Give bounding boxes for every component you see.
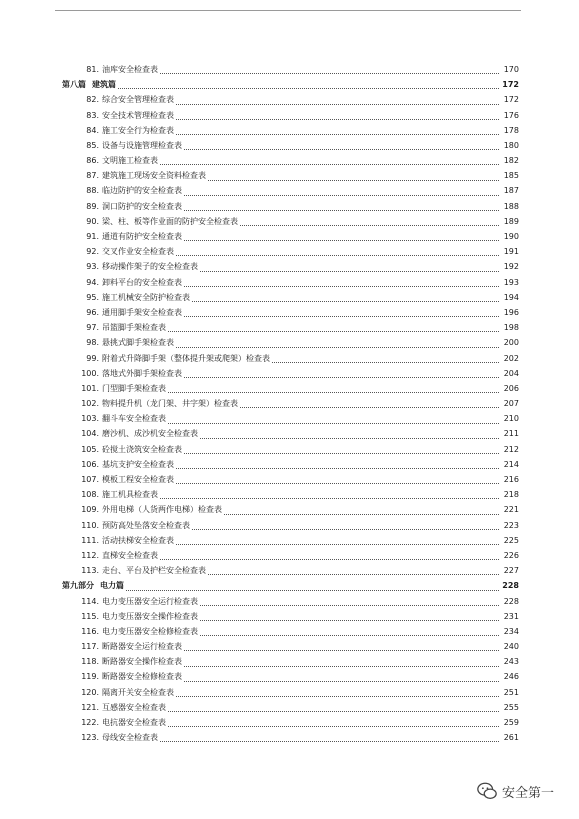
toc-entry-number: 89. (86, 201, 99, 211)
toc-entry-title: 物料提升机（龙门架、井字架）检查表 (102, 399, 238, 409)
toc-entry-number: 91. (86, 232, 99, 242)
toc-entry-number: 115. (81, 611, 99, 621)
watermark-text: 安全第一 (502, 785, 555, 801)
toc-dot-leader (200, 437, 499, 439)
toc-dot-leader (176, 467, 499, 469)
toc-entry[interactable] (62, 411, 519, 426)
toc-dot-leader (184, 285, 499, 287)
toc-dot-leader (184, 452, 499, 454)
toc-entry[interactable] (62, 396, 519, 411)
toc-entry-number: 118. (81, 657, 99, 667)
toc-entry-title: 断路器安全检修检查表 (102, 672, 182, 682)
toc-entry-number: 122. (81, 718, 99, 728)
toc-dot-leader (160, 72, 499, 74)
toc-entry[interactable] (62, 259, 519, 274)
toc-entry[interactable] (62, 244, 519, 259)
toc-entry[interactable] (62, 92, 519, 107)
toc-page-number: 189 (503, 216, 519, 226)
toc-entry-number: 第九部分 (62, 581, 94, 591)
toc-entry[interactable] (62, 366, 519, 381)
toc-entry-number: 113. (81, 566, 99, 576)
toc-dot-leader (184, 649, 499, 651)
toc-dot-leader (168, 330, 499, 332)
toc-page-number: 225 (503, 535, 519, 545)
toc-dot-leader (168, 725, 499, 727)
toc-entry-title: 落地式外脚手架检查表 (102, 368, 182, 378)
toc-page-number: 255 (503, 702, 519, 712)
toc-dot-leader (184, 315, 499, 317)
toc-entry[interactable] (62, 624, 519, 639)
toc-entry-number: 106. (81, 459, 99, 469)
toc-page-number: 212 (503, 444, 519, 454)
toc-page-number: 216 (503, 475, 519, 485)
toc-entry-number: 86. (86, 156, 99, 166)
toc-entry-title: 断路器安全操作检查表 (102, 657, 182, 667)
toc-page-number: 223 (503, 520, 519, 530)
toc-page-number: 196 (503, 307, 519, 317)
toc-dot-leader (176, 543, 499, 545)
toc-entry-title: 文明施工检查表 (102, 156, 158, 166)
toc-entry-title: 磨沙机、成沙机安全检查表 (102, 429, 198, 439)
watermark (476, 780, 554, 802)
toc-entry-number: 116. (81, 626, 99, 636)
toc-page-number: 206 (503, 383, 519, 393)
toc-dot-leader (160, 740, 499, 742)
toc-entry-number: 94. (86, 277, 99, 287)
toc-page-number: 178 (503, 125, 519, 135)
toc-dot-leader (184, 194, 499, 196)
toc-entry-title: 断路器安全运行检查表 (102, 642, 182, 652)
toc-entry-number: 84. (86, 125, 99, 135)
toc-entry[interactable] (62, 138, 519, 153)
toc-dot-leader (208, 179, 499, 181)
toc-page-number: 227 (503, 566, 519, 576)
toc-entry-number: 96. (86, 307, 99, 317)
table-of-contents (62, 62, 519, 745)
toc-entry-number: 108. (81, 490, 99, 500)
toc-entry-title: 砼搅土浇筑安全检查表 (102, 444, 182, 454)
toc-dot-leader (160, 558, 499, 560)
toc-entry-title: 预防高处坠落安全检查表 (102, 520, 190, 530)
toc-dot-leader (126, 589, 499, 591)
toc-page-number: 192 (503, 262, 519, 272)
toc-entry-number: 88. (86, 186, 99, 196)
toc-entry[interactable] (62, 654, 519, 669)
toc-page-number: 172 (503, 95, 519, 105)
toc-dot-leader (192, 300, 499, 302)
toc-dot-leader (176, 133, 499, 135)
toc-dot-leader (168, 422, 499, 424)
toc-entry[interactable] (62, 381, 519, 396)
toc-entry-number: 110. (81, 520, 99, 530)
wechat-icon (476, 780, 498, 802)
toc-entry[interactable] (62, 472, 519, 487)
toc-page-number: 228 (502, 581, 519, 591)
toc-entry-title: 母线安全检查表 (102, 733, 158, 743)
toc-entry-title: 直梯安全检查表 (102, 550, 158, 560)
toc-entry[interactable] (62, 290, 519, 305)
toc-page-number: 218 (503, 490, 519, 500)
toc-dot-leader (184, 680, 499, 682)
toc-entry[interactable] (62, 275, 519, 290)
toc-entry[interactable] (62, 670, 519, 685)
toc-entry-title: 建筑施工现场安全资料检查表 (102, 171, 206, 181)
toc-entry[interactable] (62, 609, 519, 624)
toc-entry[interactable] (62, 153, 519, 168)
toc-entry-title: 梁、柱、板等作业面的防护安全检查表 (102, 216, 238, 226)
toc-entry[interactable] (62, 594, 519, 609)
toc-page-number: 261 (503, 733, 519, 743)
toc-entry[interactable] (62, 199, 519, 214)
toc-entry-number: 107. (81, 475, 99, 485)
toc-page-number: 188 (503, 201, 519, 211)
toc-entry-title: 施工机具检查表 (102, 490, 158, 500)
toc-entry[interactable] (62, 214, 519, 229)
toc-dot-leader (184, 376, 499, 378)
toc-entry-title: 施工机械安全防护检查表 (102, 292, 190, 302)
toc-dot-leader (160, 163, 499, 165)
toc-page-number: 204 (503, 368, 519, 378)
toc-entry-number: 85. (86, 140, 99, 150)
toc-page-number: 210 (503, 414, 519, 424)
toc-dot-leader (176, 695, 499, 697)
toc-page-number: 259 (503, 718, 519, 728)
toc-section-heading[interactable] (62, 77, 519, 92)
toc-dot-leader (118, 87, 499, 89)
toc-dot-leader (168, 391, 499, 393)
toc-entry-number: 83. (86, 110, 99, 120)
toc-entry-title: 设备与设施管理检查表 (102, 140, 182, 150)
toc-entry-title: 移动操作架子的安全检查表 (102, 262, 198, 272)
toc-entry-title: 安全技术管理检查表 (102, 110, 174, 120)
toc-entry[interactable] (62, 351, 519, 366)
toc-entry[interactable] (62, 168, 519, 183)
toc-entry-title: 互感器安全检查表 (102, 702, 166, 712)
toc-entry[interactable] (62, 442, 519, 457)
toc-page-number: 246 (503, 672, 519, 682)
toc-entry-title: 隔离开关安全检查表 (102, 687, 174, 697)
toc-entry[interactable] (62, 305, 519, 320)
toc-page-number: 187 (503, 186, 519, 196)
toc-entry-number: 109. (81, 505, 99, 515)
toc-page-number: 214 (503, 459, 519, 469)
toc-entry-title: 模板工程安全检查表 (102, 475, 174, 485)
toc-page-number: 190 (503, 232, 519, 242)
toc-entry-title: 洞口防护的安全检查表 (102, 201, 182, 211)
toc-entry[interactable] (62, 457, 519, 472)
toc-entry-number: 99. (86, 353, 99, 363)
toc-entry-number: 120. (81, 687, 99, 697)
toc-page-number: 185 (503, 171, 519, 181)
toc-entry[interactable] (62, 533, 519, 548)
toc-entry-number: 117. (81, 642, 99, 652)
toc-entry-number: 93. (86, 262, 99, 272)
toc-page-number: 194 (503, 292, 519, 302)
toc-entry-title: 门型脚手架检查表 (102, 383, 166, 393)
toc-entry-title: 综合安全管理检查表 (102, 95, 174, 105)
toc-entry-number: 第八篇 (62, 80, 86, 90)
toc-entry-title: 卸料平台的安全检查表 (102, 277, 182, 287)
toc-entry-number: 123. (81, 733, 99, 743)
toc-dot-leader (168, 710, 499, 712)
toc-entry-number: 100. (81, 368, 99, 378)
toc-section-heading[interactable] (62, 578, 519, 593)
toc-entry-title: 电力篇 (100, 581, 124, 591)
toc-dot-leader (200, 634, 499, 636)
toc-page-number: 251 (503, 687, 519, 697)
toc-entry-number: 105. (81, 444, 99, 454)
toc-page-number: 221 (503, 505, 519, 515)
toc-entry-number: 112. (81, 550, 99, 560)
toc-entry-title: 基坑支护安全检查表 (102, 459, 174, 469)
toc-entry-number: 103. (81, 414, 99, 424)
toc-dot-leader (176, 346, 499, 348)
toc-entry-number: 114. (81, 596, 99, 606)
toc-page-number: 176 (503, 110, 519, 120)
toc-page-number: 240 (503, 642, 519, 652)
toc-entry-title: 电力变压器安全运行检查表 (102, 596, 198, 606)
toc-entry[interactable] (62, 184, 519, 199)
toc-dot-leader (200, 604, 499, 606)
toc-entry[interactable] (62, 487, 519, 502)
toc-page-number: 182 (503, 156, 519, 166)
toc-entry-number: 87. (86, 171, 99, 181)
toc-page-number: 228 (503, 596, 519, 606)
toc-entry-number: 92. (86, 247, 99, 257)
toc-dot-leader (200, 270, 499, 272)
toc-entry-number: 82. (86, 95, 99, 105)
toc-entry[interactable] (62, 715, 519, 730)
page-top-rule (55, 10, 521, 12)
toc-entry[interactable] (62, 518, 519, 533)
toc-entry-title: 通道有防护安全检查表 (102, 232, 182, 242)
toc-entry[interactable] (62, 730, 519, 745)
toc-entry-title: 临边防护的安全检查表 (102, 186, 182, 196)
toc-entry-title: 电力变压器安全检修检查表 (102, 626, 198, 636)
toc-page-number: 234 (503, 626, 519, 636)
toc-entry[interactable] (62, 427, 519, 442)
toc-entry-number: 90. (86, 216, 99, 226)
toc-entry[interactable] (62, 320, 519, 335)
toc-entry-number: 111. (81, 535, 99, 545)
toc-dot-leader (208, 573, 499, 575)
toc-entry-title: 电抗器安全检查表 (102, 718, 166, 728)
toc-dot-leader (176, 482, 499, 484)
toc-page-number: 231 (503, 611, 519, 621)
toc-entry-title: 外用电梯（人货两作电梯）检查表 (102, 505, 222, 515)
toc-entry-title: 油库安全检查表 (102, 64, 158, 74)
toc-entry-title: 走台、平台及护栏安全检查表 (102, 566, 206, 576)
toc-entry[interactable] (62, 639, 519, 654)
toc-entry-number: 121. (81, 702, 99, 712)
toc-page-number: 193 (503, 277, 519, 287)
toc-page-number: 172 (502, 80, 519, 90)
toc-dot-leader (240, 406, 499, 408)
toc-entry-number: 104. (81, 429, 99, 439)
toc-dot-leader (240, 224, 499, 226)
toc-dot-leader (192, 528, 499, 530)
toc-entry-number: 97. (86, 323, 99, 333)
toc-entry[interactable] (62, 335, 519, 350)
toc-entry-title: 施工安全行为检查表 (102, 125, 174, 135)
toc-dot-leader (224, 513, 499, 515)
toc-dot-leader (184, 148, 499, 150)
toc-entry-title: 活动扶梯安全检查表 (102, 535, 174, 545)
toc-entry-number: 101. (81, 383, 99, 393)
toc-entry-title: 附着式升降脚手架（整体提升架或爬架）检查表 (102, 353, 270, 363)
toc-entry-number: 81. (86, 64, 99, 74)
toc-entry-title: 翻斗车安全检查表 (102, 414, 166, 424)
toc-page-number: 180 (503, 140, 519, 150)
toc-dot-leader (176, 118, 499, 120)
toc-entry[interactable] (62, 108, 519, 123)
toc-dot-leader (184, 209, 499, 211)
toc-entry-title: 吊篮脚手架检查表 (102, 323, 166, 333)
toc-entry[interactable] (62, 563, 519, 578)
toc-entry-title: 电力变压器安全操作检查表 (102, 611, 198, 621)
toc-page-number: 202 (503, 353, 519, 363)
toc-page-number: 170 (503, 64, 519, 74)
toc-page-number: 211 (503, 429, 519, 439)
toc-page-number: 207 (503, 399, 519, 409)
toc-entry[interactable] (62, 229, 519, 244)
toc-dot-leader (160, 497, 499, 499)
toc-entry-number: 119. (81, 672, 99, 682)
toc-dot-leader (272, 361, 499, 363)
toc-dot-leader (176, 254, 499, 256)
toc-entry-title: 悬挑式脚手架检查表 (102, 338, 174, 348)
toc-entry[interactable] (62, 548, 519, 563)
toc-entry[interactable] (62, 502, 519, 517)
toc-dot-leader (184, 665, 499, 667)
toc-entry-title: 交叉作业安全检查表 (102, 247, 174, 257)
toc-dot-leader (176, 103, 499, 105)
toc-page-number: 226 (503, 550, 519, 560)
toc-entry-number: 98. (86, 338, 99, 348)
toc-entry[interactable] (62, 123, 519, 138)
toc-entry-title: 建筑篇 (92, 80, 116, 90)
toc-entry[interactable] (62, 700, 519, 715)
toc-entry-number: 102. (81, 399, 99, 409)
toc-page-number: 191 (503, 247, 519, 257)
toc-page-number: 198 (503, 323, 519, 333)
toc-page-number: 200 (503, 338, 519, 348)
toc-entry[interactable] (62, 685, 519, 700)
toc-entry-number: 95. (86, 292, 99, 302)
toc-page-number: 243 (503, 657, 519, 667)
toc-entry[interactable] (62, 62, 519, 77)
toc-dot-leader (200, 619, 499, 621)
toc-dot-leader (184, 239, 499, 241)
toc-entry-title: 通用脚手架安全检查表 (102, 307, 182, 317)
